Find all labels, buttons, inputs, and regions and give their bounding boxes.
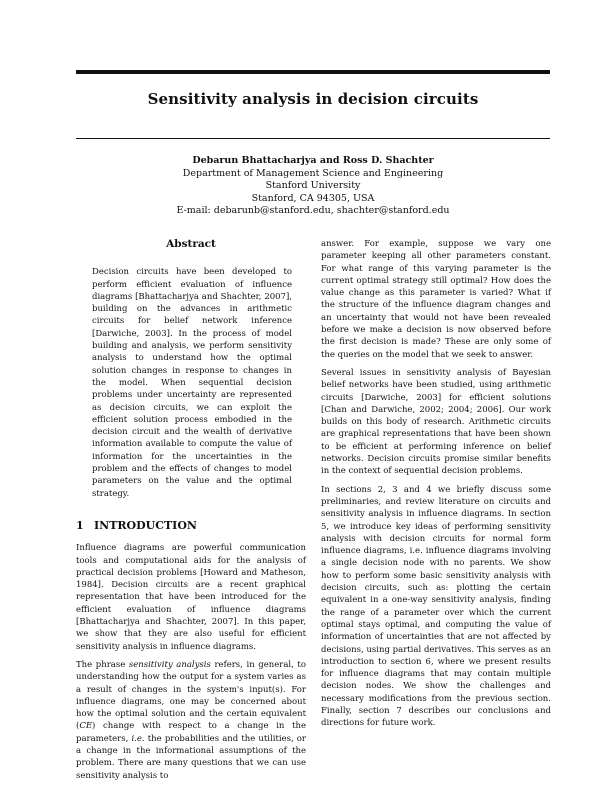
right-column <box>321 238 551 736</box>
emphasis-ie: i.e. <box>131 733 145 744</box>
address: Stanford, CA 94305, USA <box>251 192 375 204</box>
abstract-heading: Abstract <box>166 238 216 250</box>
intro-paragraph-5: In sections 2, 3 and 4 we briefly discuss some preliminaries, and review literature on circuits and sensitivity analysis in influence diagrams. In section 5, we introduce key ideas of performing sensitivity analysis with decision circuits for normal form influence diagrams, i.e. influence diagrams involving a single decision node with no parents. We show how to perform some basic sensitivity analysis with decision circuits, such as: plotting the certain equivalent in a one-way sensitivity analysis, finding the range of a parameter over which the current optimal stays optimal, and computing the value of information of uncertainties that are not affected by decisions, using partial derivatives. This serves as an introduction to section 6, where we present results for influence diagrams that may contain multiple decision nodes. We show the challenges and necessary modifications from the previous section. Finally, section 7 describes our conclusions and directions for future work. <box>321 484 551 729</box>
text-span: ) change with respect to a change in the parameters, <box>76 721 306 744</box>
department: Department of Management Science and Engineering <box>182 167 444 179</box>
title-rule-bottom <box>76 138 550 139</box>
university: Stanford University <box>265 180 361 192</box>
left-column <box>76 238 306 788</box>
section-heading-introduction <box>76 520 306 532</box>
section-number: 1 <box>76 518 84 532</box>
text-span: refers, in general, to understanding how the output for a system varies as a result of changes in the system's input(s). For influence diagrams, one may be concerned about how the optimal solution and the certain equivalent ( <box>76 659 306 732</box>
intro-paragraph-1: Influence diagrams are powerful communication tools and computational aids for the analysis of practical decision problems [Howard and Matheson, 1984]. Decision circuits are a recent graphical representation that have been introduced for the efficient evaluation of influence diagrams [Bhattacharjya and Shachter, 2007]. In this paper, we show that they are also useful for efficient sensitivity analysis in influence diagrams. <box>76 543 306 652</box>
email: E-mail: debarunb@stanford.edu, shachter@stanford.edu <box>176 205 450 217</box>
paper-title: Sensitivity analysis in decision circuits <box>147 90 479 108</box>
intro-paragraph-4: Several issues in sensitivity analysis of Bayesian belief networks have been studied, using arithmetic circuits [Darwiche, 2003] for efficient solutions [Chan and Darwiche, 2002; 2004; 2006]. Our work builds on this body of research. Arithmetic circuits are graphical representations that have been shown to be efficient at performing inference on belief networks. Decision circuits promise similar benefits in the context of sequential decision problems. <box>321 367 551 477</box>
math-ce: CE <box>79 721 93 732</box>
author-names: Debarun Bhattacharjya and Ross D. Shachter <box>192 155 434 166</box>
author-block <box>76 155 550 218</box>
section-title: INTRODUCTION <box>94 518 197 532</box>
intro-paragraph-3: answer. For example, suppose we vary one parameter keeping all other parameters constant. For what range of this varying parameter is the current optimal strategy still optimal? How does the value change as this parameter is varied? What if the structure of the influence diagram changes and an uncertainty that would not have been revealed before we make a decision is now observed before the first decision is made? These are only some of the queries on the model that we seek to answer. <box>321 239 551 360</box>
abstract-text: Decision circuits have been developed to perform efficient evaluation of influence diagrams [Bhattacharjya and Shachter, 2007], building on the advances in arithmetic circuits for belief network inference [Darwiche, 2003]. In the process of model building and analysis, we perform sensitivity analysis to understand how the optimal solution changes in response to changes in the model. When sequential decision problems under uncertainty are represented as decision circuits, we can exploit the efficient solution process embodied in the decision circuit and the wealth of derivative information available to compute the value of information for the uncertainties in the problem and the effects of changes to model parameters on the value and the optimal strategy. <box>92 267 292 499</box>
emphasis-text: sensitivity analysis <box>128 659 211 670</box>
text-span: the probabilities and the utilities, or a change in the informational assumptions of the problem. There are many questions that we can use sensitivity analysis to <box>76 733 306 781</box>
intro-paragraph-2 <box>76 659 306 782</box>
title-rule-top <box>76 70 550 74</box>
text-span: The phrase <box>76 659 129 670</box>
